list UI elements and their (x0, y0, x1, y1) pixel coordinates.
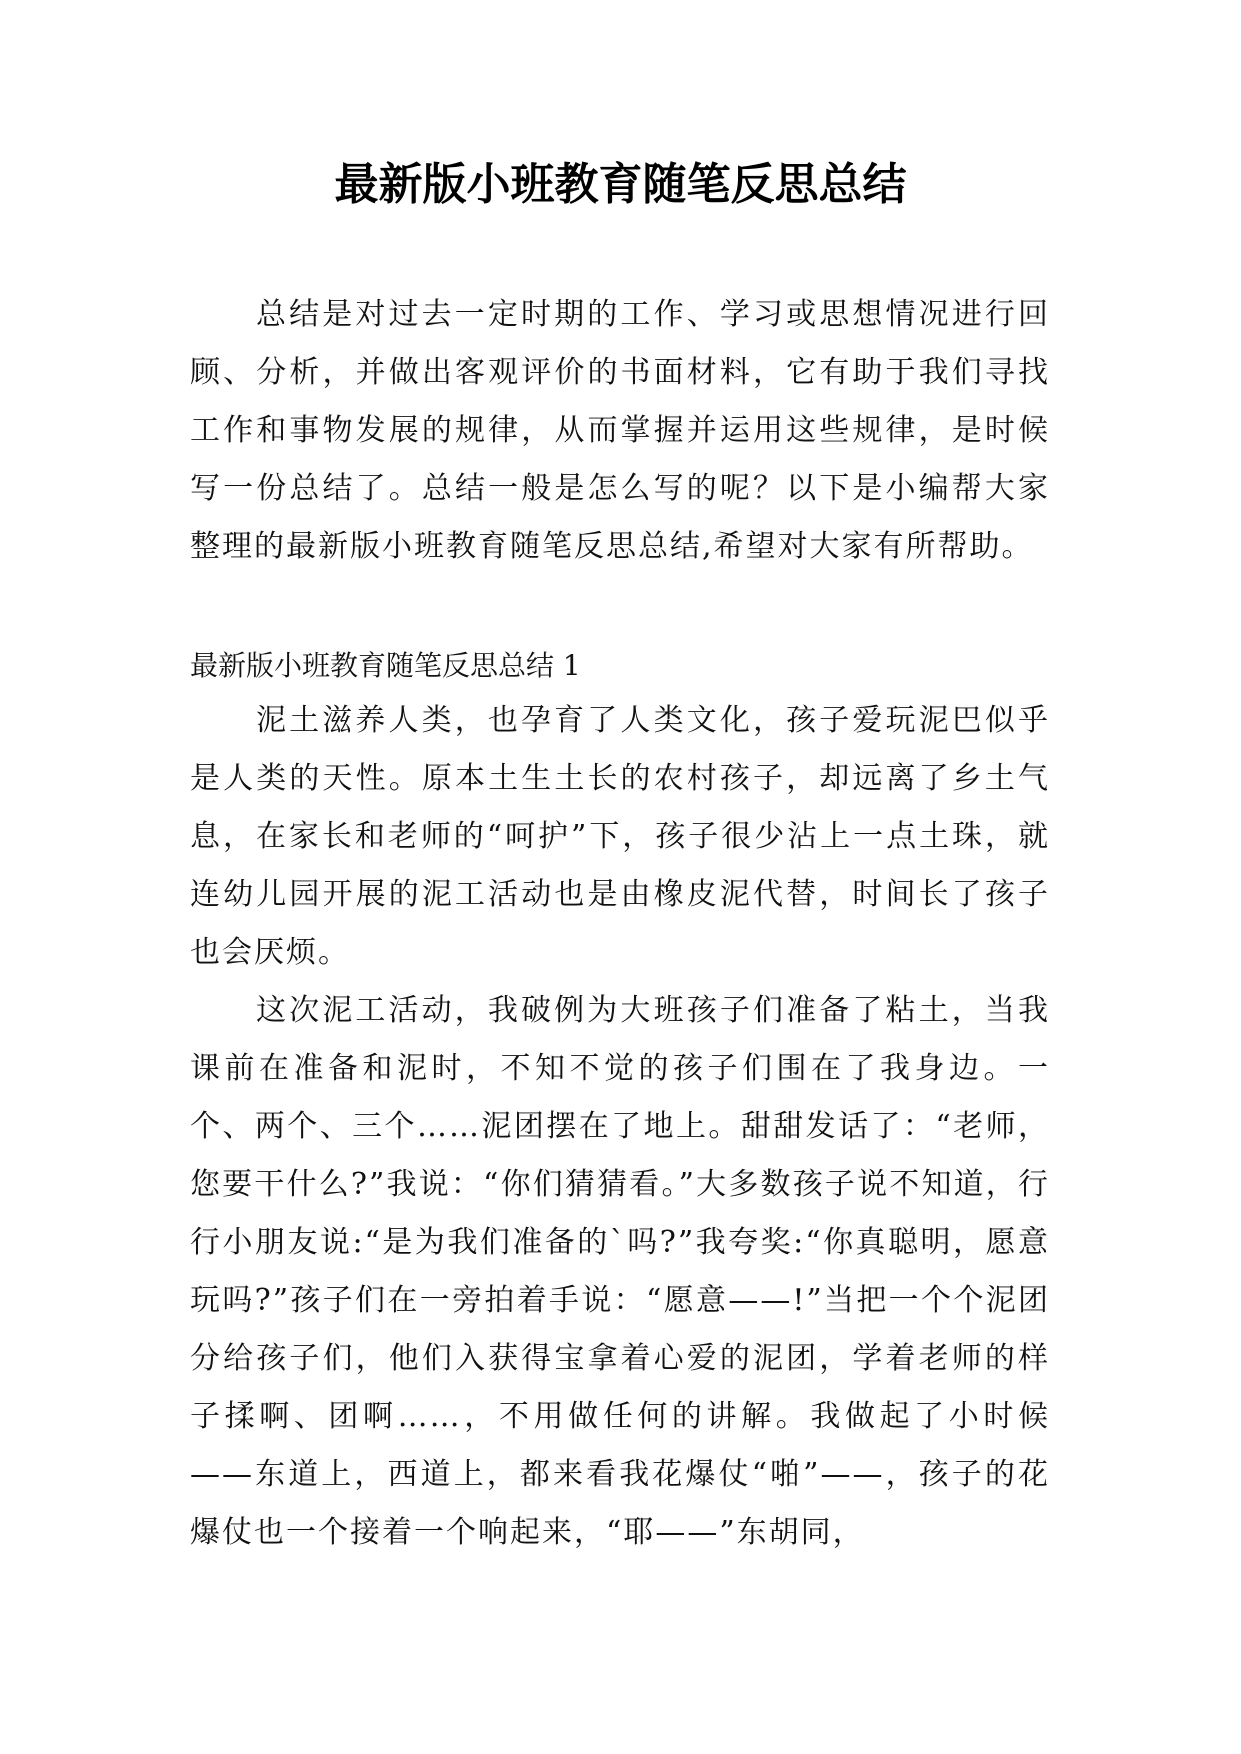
intro-paragraph: 总结是对过去一定时期的工作、学习或思想情况进行回顾、分析，并做出客观评价的书面材料，它有助于我们寻找工作和事物发展的规律，从而掌握并运用这些规律，是时候写一份总结了。总结一般是怎么写的呢？以下是小编帮大家整理的最新版小班教育随笔反思总结,希望对大家有所帮助。 (190, 297, 1050, 564)
section-heading: 最新版小班教育随笔反思总结 1 (190, 649, 581, 682)
body-paragraph-2: 这次泥工活动，我破例为大班孩子们准备了粘土，当我课前在准备和泥时，不知不觉的孩子们围在了我身边。一个、两个、三个……泥团摆在了地上。甜甜发话了：“老师，您要干什么?”我说：“你们猜猜看。”大多数孩子说不知道，行行小朋友说:“是为我们准备的`吗?”我夸奖:“你真聪明，愿意玩吗?”孩子们在一旁拍着手说：“愿意——!”当把一个个泥团分给孩子们，他们入获得宝拿着心爱的泥团，学着老师的样子揉啊、团啊……，不用做任何的讲解。我做起了小时候——东道上，西道上，都来看我花爆仗“啪”——，孩子的花爆仗也一个接着一个响起来，“耶——”东胡同， (190, 993, 1050, 1550)
document-title: 最新版小班教育随笔反思总结 (334, 159, 907, 210)
body-paragraph-1: 泥土滋养人类，也孕育了人类文化，孩子爱玩泥巴似乎是人类的天性。原本土生土长的农村孩子，却远离了乡土气息，在家长和老师的“呵护”下，孩子很少沾上一点土珠，就连幼儿园开展的泥工活动也是由橡皮泥代替，时间长了孩子也会厌烦。 (190, 703, 1050, 970)
